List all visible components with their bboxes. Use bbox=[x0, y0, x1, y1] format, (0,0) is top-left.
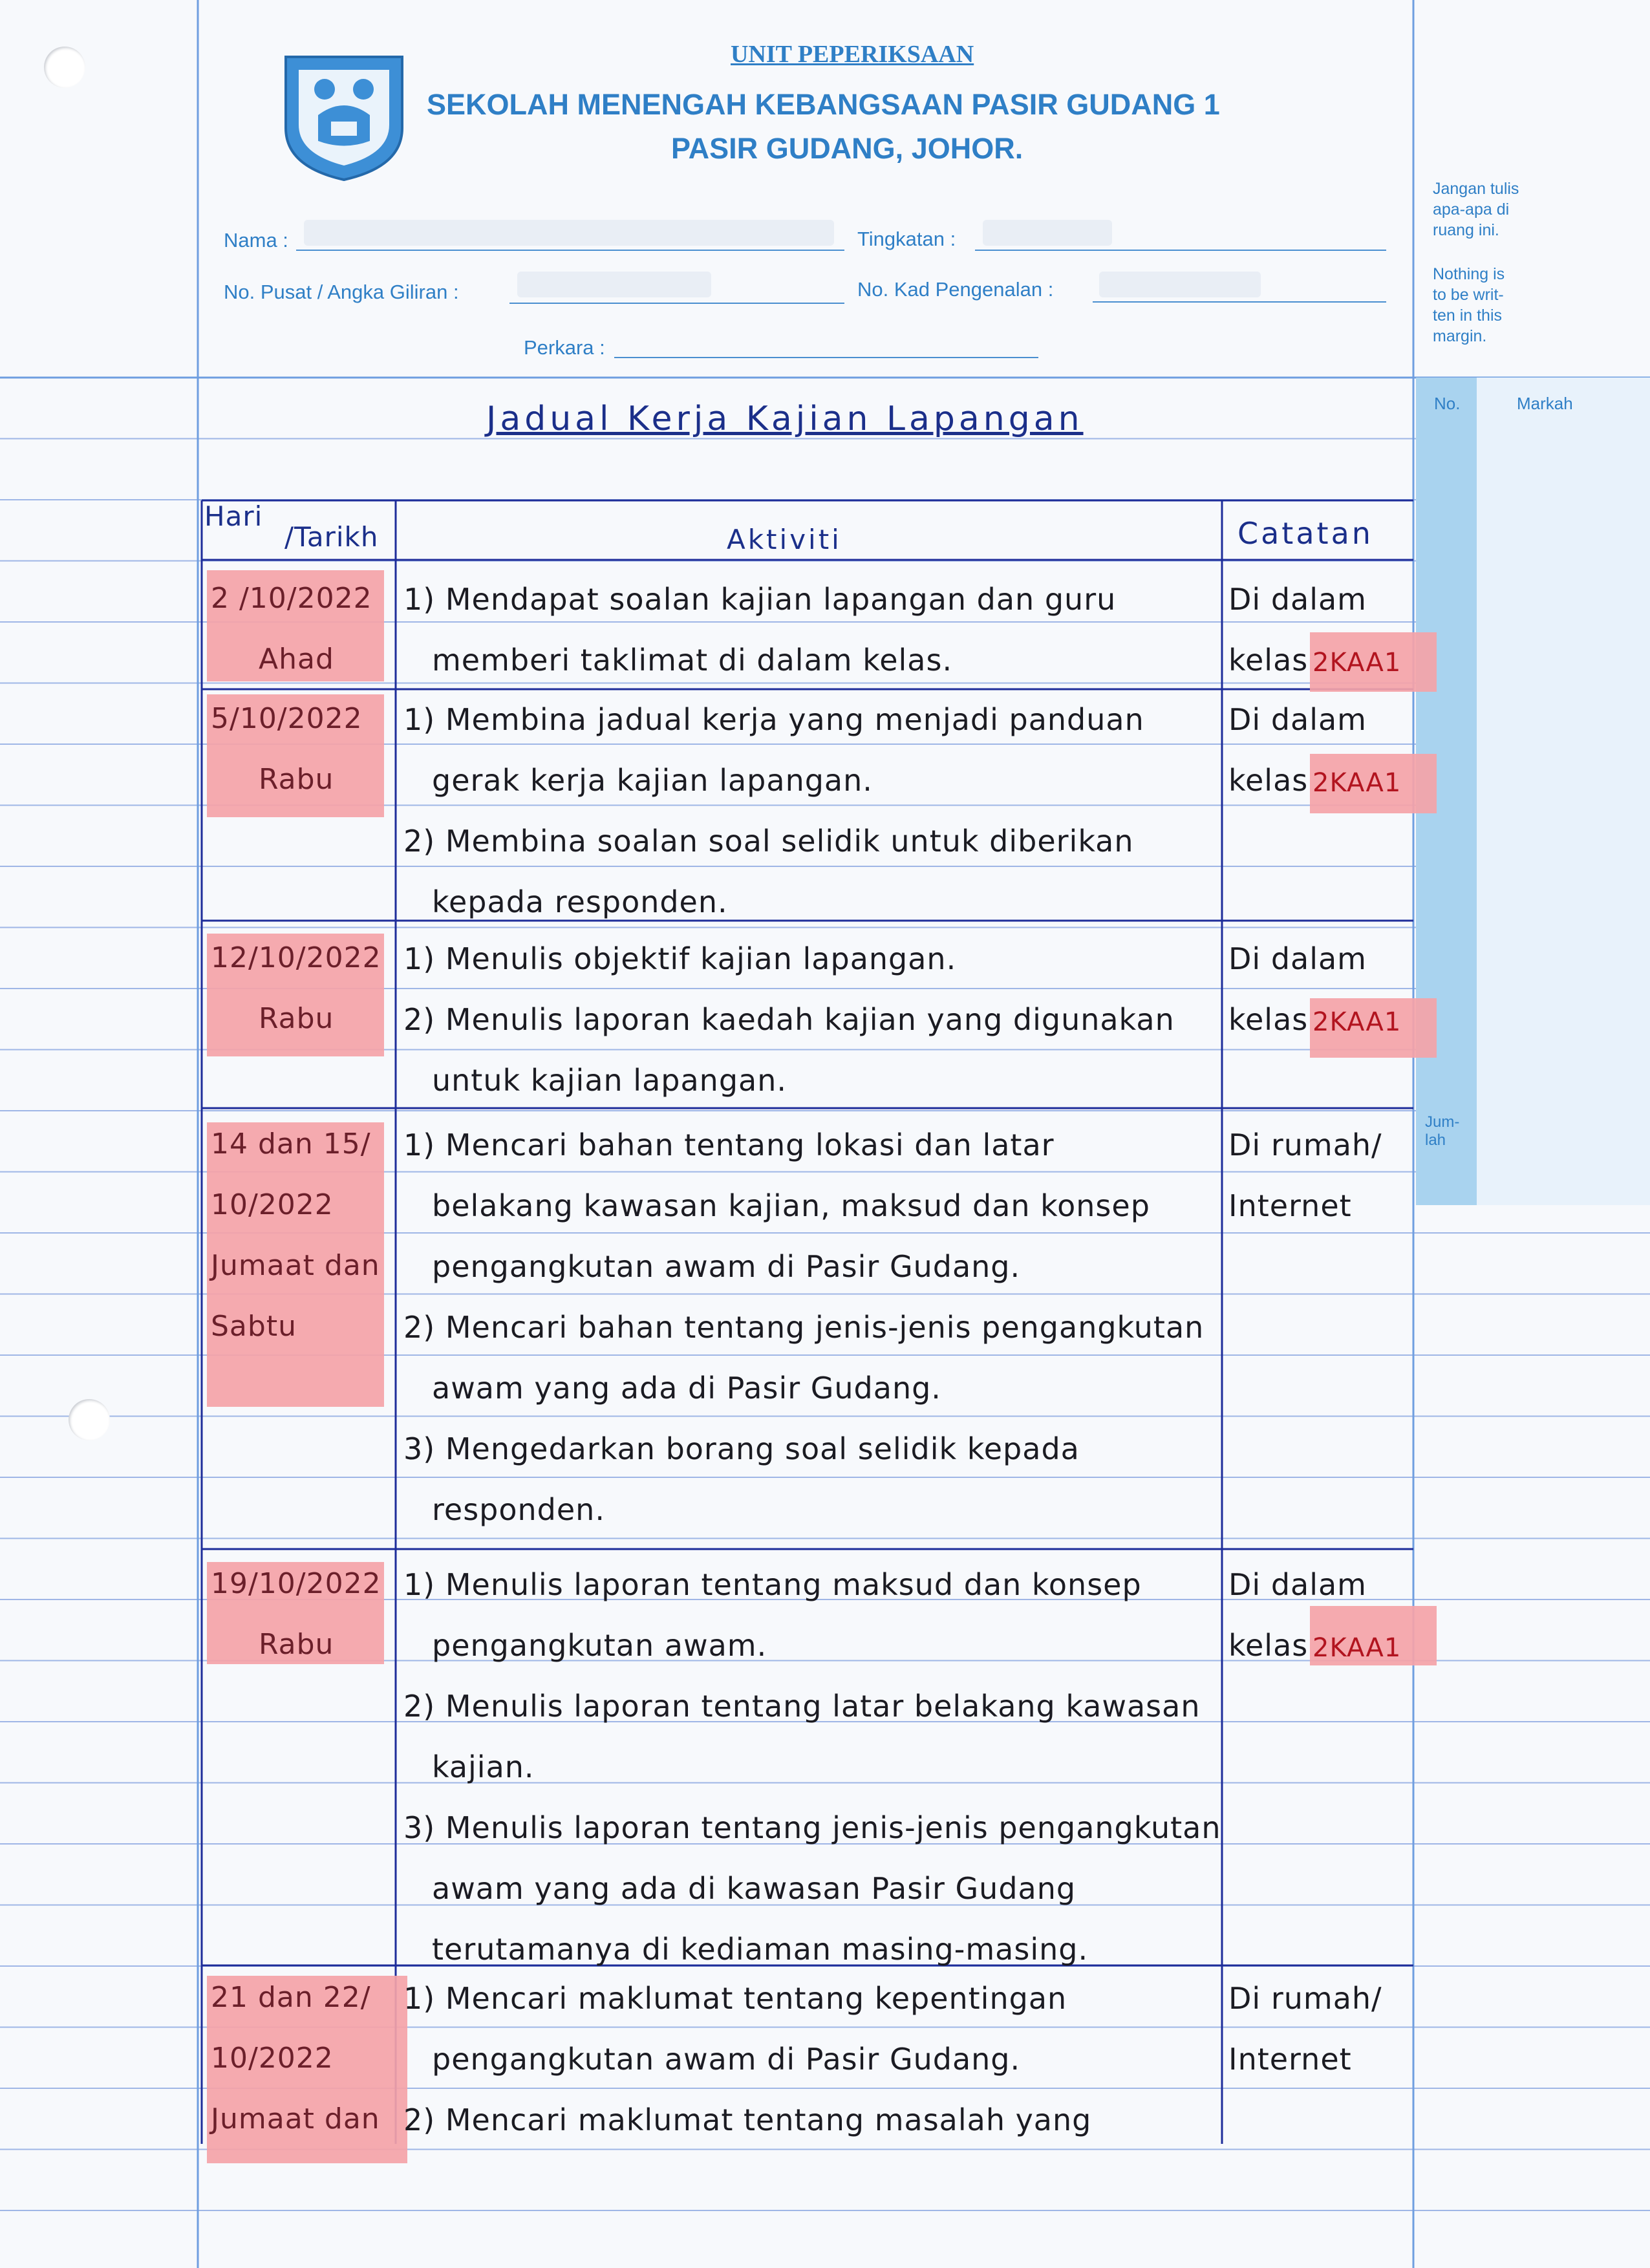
activity-text: 2) Mencari bahan tentang jenis-jenis pengangkutan bbox=[403, 1310, 1205, 1345]
note-text: Internet bbox=[1228, 1188, 1352, 1223]
activity-text: kepada responden. bbox=[432, 884, 728, 919]
date-text: Rabu bbox=[259, 1002, 334, 1035]
activity-text: untuk kajian lapangan. bbox=[432, 1063, 787, 1098]
tingkatan-line bbox=[975, 250, 1386, 251]
note-text: kelas bbox=[1228, 643, 1309, 678]
note-text: kelas bbox=[1228, 1002, 1309, 1037]
nama-line bbox=[296, 250, 844, 251]
activity-text: 1) Menulis objektif kajian lapangan. bbox=[403, 941, 957, 976]
activity-text: pengangkutan awam. bbox=[432, 1628, 767, 1663]
school-location: PASIR GUDANG, JOHOR. bbox=[671, 132, 1023, 165]
nama-label: Nama : bbox=[224, 229, 288, 251]
jumlah-label: Jum- lah bbox=[1425, 1113, 1460, 1149]
no-kad-label: No. Kad Pengenalan : bbox=[857, 278, 1054, 301]
date-text: 19/10/2022 bbox=[211, 1567, 381, 1600]
redacted-form bbox=[983, 220, 1112, 246]
no-label: No. bbox=[1434, 394, 1461, 413]
school-crest-logo bbox=[279, 50, 409, 186]
class-tag-text: 2KAA1 bbox=[1312, 768, 1402, 798]
activity-text: 1) Mencari maklumat tentang kepentingan bbox=[403, 1981, 1067, 2016]
activity-text: terutamanya di kediaman masing-masing. bbox=[432, 1932, 1089, 1967]
note-text: Di dalam bbox=[1228, 941, 1367, 976]
activity-text: 1) Membina jadual kerja yang menjadi panduan bbox=[403, 702, 1144, 737]
tingkatan-label: Tingkatan : bbox=[857, 228, 956, 250]
no-pusat-label: No. Pusat / Angka Giliran : bbox=[224, 281, 459, 303]
class-tag-text: 2KAA1 bbox=[1312, 1633, 1402, 1663]
activity-text: belakang kawasan kajian, maksud dan konsep bbox=[432, 1188, 1150, 1223]
margin-note-ms: Jangan tulis apa-apa di ruang ini. bbox=[1433, 180, 1519, 239]
activity-text: 3) Menulis laporan tentang jenis-jenis pengangkutan bbox=[403, 1810, 1221, 1845]
activity-text: awam yang ada di Pasir Gudang. bbox=[432, 1371, 941, 1406]
activity-text: 2) Mencari maklumat tentang masalah yang bbox=[403, 2102, 1092, 2137]
activity-text: awam yang ada di kawasan Pasir Gudang bbox=[432, 1871, 1077, 1906]
activity-text: 2) Menulis laporan tentang latar belakang kawasan bbox=[403, 1689, 1201, 1724]
activity-text: kajian. bbox=[432, 1749, 535, 1784]
header-aktiviti: Aktiviti bbox=[727, 524, 842, 555]
perkara-line bbox=[614, 357, 1038, 358]
note-text: Di rumah/ bbox=[1228, 1981, 1382, 2016]
date-text: 12/10/2022 bbox=[211, 941, 381, 974]
perkara-label: Perkara : bbox=[524, 336, 605, 359]
date-text: 2 /10/2022 bbox=[211, 582, 372, 615]
date-text: Sabtu bbox=[211, 1310, 297, 1343]
header-tarikh: /Tarikh bbox=[284, 521, 379, 553]
date-text: Ahad bbox=[259, 643, 334, 676]
redacted-number bbox=[517, 272, 711, 297]
note-text: kelas bbox=[1228, 763, 1309, 798]
note-text: Di rumah/ bbox=[1228, 1128, 1382, 1162]
margin-note-en: Nothing is to be writ- ten in this margin. bbox=[1433, 265, 1505, 345]
activity-text: responden. bbox=[432, 1492, 605, 1527]
note-text: Internet bbox=[1228, 2042, 1352, 2077]
punch-hole bbox=[69, 1399, 110, 1440]
date-text: Rabu bbox=[259, 1628, 334, 1661]
markah-label: Markah bbox=[1517, 394, 1573, 413]
note-text: kelas bbox=[1228, 1628, 1309, 1663]
activity-text: 3) Mengedarkan borang soal selidik kepada bbox=[403, 1431, 1080, 1466]
date-text: 5/10/2022 bbox=[211, 702, 363, 735]
unit-title: UNIT PEPERIKSAAN bbox=[731, 41, 974, 68]
note-text: Di dalam bbox=[1228, 702, 1367, 737]
activity-text: 1) Mendapat soalan kajian lapangan dan guru bbox=[403, 582, 1117, 617]
date-text: 10/2022 bbox=[211, 1188, 334, 1221]
date-text: Jumaat dan bbox=[211, 2102, 380, 2135]
note-text: Di dalam bbox=[1228, 582, 1367, 617]
markah-column bbox=[1477, 378, 1650, 1205]
date-text: 10/2022 bbox=[211, 2042, 334, 2075]
activity-text: 2) Membina soalan soal selidik untuk diberikan bbox=[403, 824, 1134, 859]
class-tag-text: 2KAA1 bbox=[1312, 1007, 1402, 1037]
no-pusat-line bbox=[509, 303, 844, 304]
date-text: Rabu bbox=[259, 763, 334, 796]
class-tag-text: 2KAA1 bbox=[1312, 648, 1402, 678]
redacted-name bbox=[304, 220, 834, 246]
header-catatan: Catatan bbox=[1238, 516, 1373, 551]
activity-text: pengangkutan awam di Pasir Gudang. bbox=[432, 1249, 1021, 1284]
date-text: Jumaat dan bbox=[211, 1249, 380, 1282]
activity-text: 1) Menulis laporan tentang maksud dan konsep bbox=[403, 1567, 1142, 1602]
redacted-ic bbox=[1099, 272, 1261, 297]
punch-hole bbox=[44, 47, 85, 88]
activity-text: 2) Menulis laporan kaedah kajian yang digunakan bbox=[403, 1002, 1175, 1037]
activity-text: 1) Mencari bahan tentang lokasi dan latar bbox=[403, 1128, 1055, 1162]
activity-text: pengangkutan awam di Pasir Gudang. bbox=[432, 2042, 1021, 2077]
school-name: SEKOLAH MENENGAH KEBANGSAAN PASIR GUDANG 1 bbox=[427, 88, 1220, 121]
date-text: 21 dan 22/ bbox=[211, 1981, 371, 2014]
date-text: 14 dan 15/ bbox=[211, 1128, 371, 1161]
no-kad-line bbox=[1093, 301, 1386, 303]
header-hari: Hari bbox=[204, 500, 263, 532]
activity-text: memberi taklimat di dalam kelas. bbox=[432, 643, 953, 678]
page-title: Jadual Kerja Kajian Lapangan bbox=[486, 400, 1084, 438]
activity-text: gerak kerja kajian lapangan. bbox=[432, 763, 873, 798]
note-text: Di dalam bbox=[1228, 1567, 1367, 1602]
